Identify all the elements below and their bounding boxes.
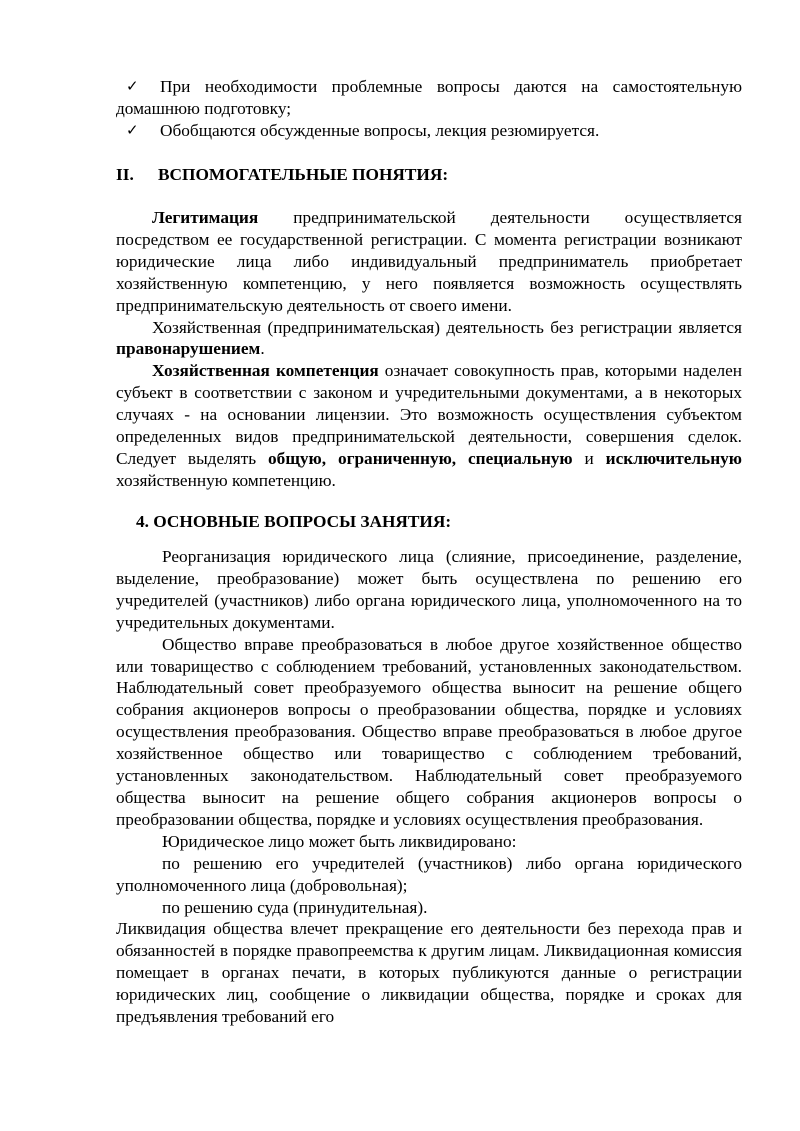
check-icon: ✓ xyxy=(126,120,139,139)
paragraph: Общество вправе преобразоваться в любое другое хозяйственное общество или товарищество с соблюдением требований, установленных законодательством. Наблюдательный совет преобразуемого общества выносит на решение общего собрания акционеров вопросы о преобразовании общества, порядке и условиях осуществления преобразования. Общество вправе преобразоваться в любое другое хозяйственное общество или товарищество с соблюдением требований, установленных законодательством. Наблюдательный совет преобразуемого общества выносит на решение общего собрания акционеров вопросы о преобразовании общества, порядке и условиях осуществления преобразования. xyxy=(116,634,742,829)
section-heading xyxy=(116,164,742,186)
term-legitimation: Легитимация xyxy=(152,208,259,227)
paragraph: Хозяйственная компетенция означает совокупность прав, которыми наделен субъект в соответствии с законом и учредительными документами, а в некоторых случаях - на основании лицензии. Это возможность осуществления субъектом определенных видов предпринимательской деятельности, совершения сделок. Следует выделять общую, ограниченную, специальную и исключительную хозяйственную компетенцию. xyxy=(116,361,742,490)
section-4-body xyxy=(116,546,742,1028)
paragraph: Юридическое лицо может быть ликвидировано: xyxy=(162,831,517,851)
bullet-list xyxy=(116,76,742,142)
section-title: ВСПОМОГАТЕЛЬНЫЕ ПОНЯТИЯ: xyxy=(158,165,449,184)
paragraph: по решению суда (принудительная). xyxy=(162,897,428,917)
bullet-text: При необходимости проблемные вопросы даются на самостоятельную домашнюю подготовку; xyxy=(116,77,742,118)
paragraph: по решению его учредителей (участников) либо органа юридического уполномоченного лица (добровольная); xyxy=(116,853,742,895)
bullet-text: Обобщаются обсужденные вопросы, лекция резюмируется. xyxy=(160,120,600,140)
bullet-item xyxy=(116,76,742,120)
paragraph: Ликвидация общества влечет прекращение его деятельности без перехода прав и обязанностей в порядке правопреемства к другим лицам. Ликвидационная комиссия помещает в органах печати, в которых публикуются данные о регистрации юридических лиц, сообщение о ликвидации общества, порядке и сроках для предъявления требований его xyxy=(116,919,742,1027)
paragraph: Хозяйственная (предпринимательская) деятельность без регистрации является правонарушением. xyxy=(116,317,742,359)
check-icon: ✓ xyxy=(126,77,139,95)
section-4-heading xyxy=(136,511,762,533)
section-2-body xyxy=(116,207,742,492)
section-2-heading xyxy=(116,164,742,186)
paragraph: Реорганизация юридического лица (слияние, присоединение, разделение, выделение, преобразование) может быть осуществлена по решению его учредителей (участников) либо органа юридического лица, уполномоченного на то учредительных документами. xyxy=(116,547,742,632)
term-offense: правонарушением xyxy=(116,339,261,359)
term-competence: Хозяйственная компетенция xyxy=(152,361,379,381)
section-number: II. xyxy=(116,165,134,184)
bullet-item xyxy=(116,120,742,142)
paragraph: Легитимация предпринимательской деятельности осуществляется посредством ее государственной регистрации. С момента регистрации возникают юридические лица либо индивидуальный предприниматель приобретает хозяйственную компетенцию, у него появляется возможность осуществлять предпринимательскую деятельность от своего имени. xyxy=(116,208,742,315)
section-title: 4. ОСНОВНЫЕ ВОПРОСЫ ЗАНЯТИЯ: xyxy=(136,512,452,531)
